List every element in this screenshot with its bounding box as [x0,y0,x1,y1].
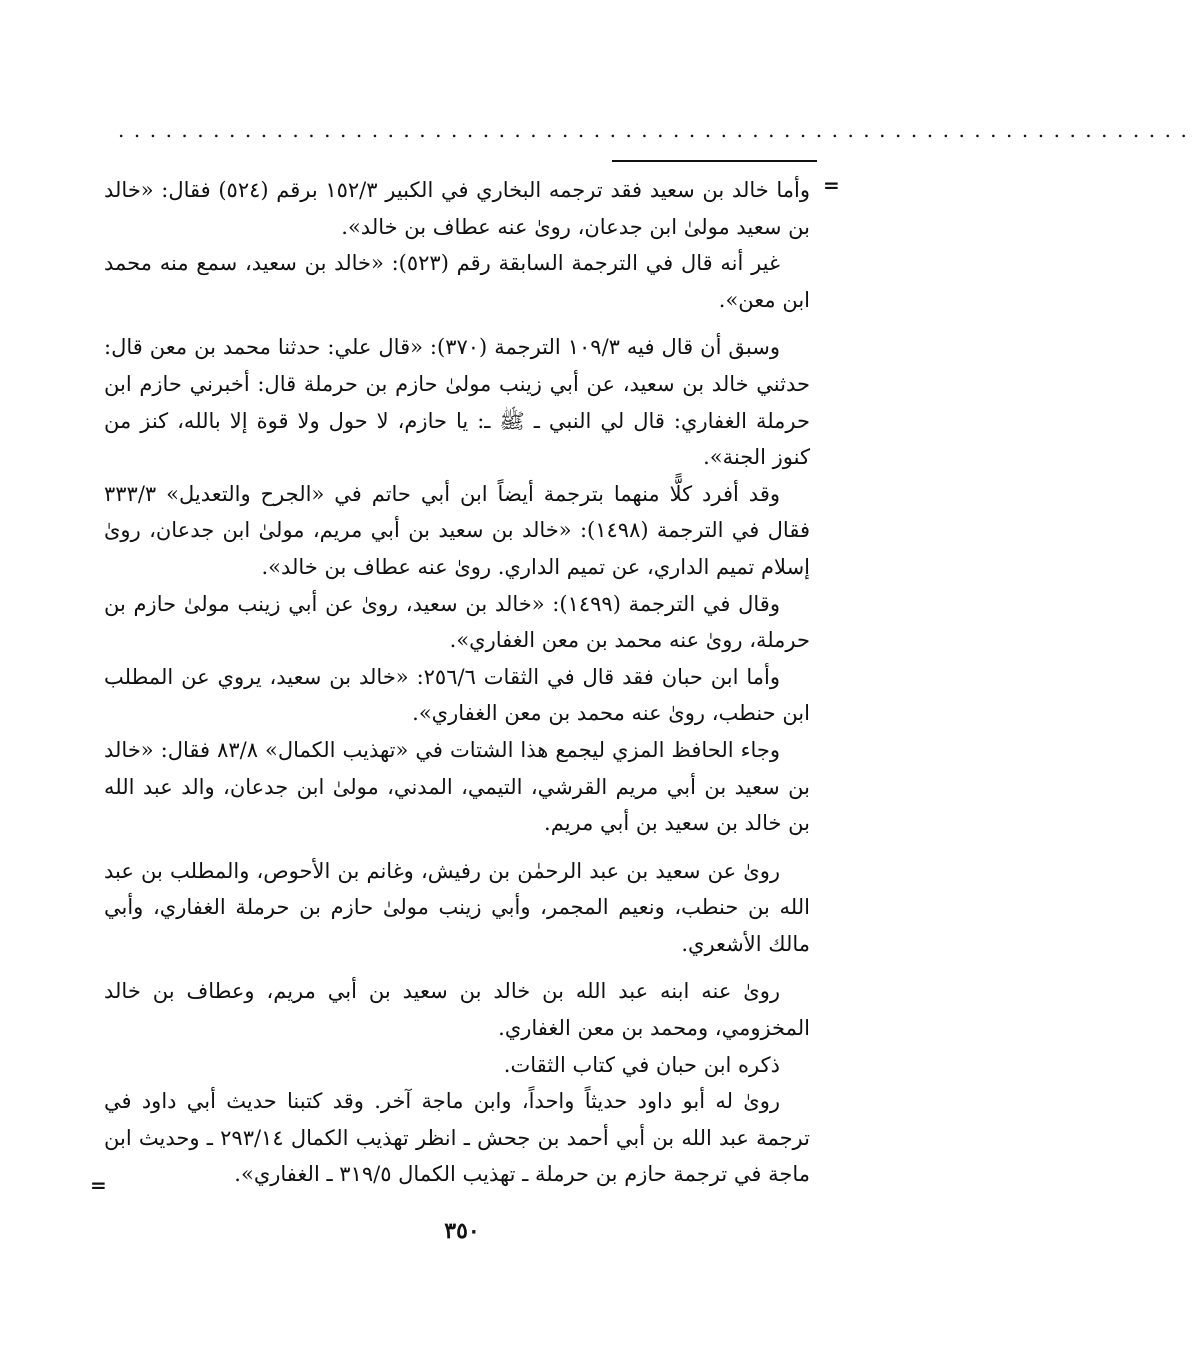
paragraph-9: روىٰ عنه ابنه عبد الله بن خالد بن سعيد بن أبي مريم، وعطاف بن خالد المخزومي، ومحمد بن معن الغفاري. [104,979,810,1041]
paragraph-1: وأما خالد بن سعيد فقد ترجمه البخاري في الكبير ١٥٢/٣ برقم (٥٢٤) فقال: «خالد بن سعيد مولىٰ ابن جدعان، روىٰ عنه عطاف بن خالد». [104,178,810,239]
continuation-mark-top: = [823,173,840,197]
paragraph-2: غير أنه قال في الترجمة السابقة رقم (٥٢٣): «خالد بن سعيد، سمع منه محمد ابن معن». [104,251,810,312]
paragraph-3: وسبق أن قال فيه ١٠٩/٣ الترجمة (٣٧٠): «قال علي: حدثنا محمد بن معن قال: حدثني خالد بن سعيد، عن أبي زينب مولىٰ حازم بن حرملة قال: أخبرني حازم ابن حرملة الغفاري: قال لي النبي ـ ﷺ ـ: يا حازم، لا حول ولا قوة إلا بالله، كنز من كنوز الجنة». [104,335,810,470]
page-number: ٣٥٠ [444,1218,480,1244]
footnote-rule [612,160,817,162]
paragraph-6: وأما ابن حبان فقد قال في الثقات ٢٥٦/٦: «خالد بن سعيد، يروي عن المطلب ابن حنطب، روىٰ عنه محمد بن معن الغفاري». [104,664,810,726]
paragraph-8: روىٰ عن سعيد بن عبد الرحمٰن بن رفيش، وغانم بن الأحوص، والمطلب بن عبد الله بن حنطب، ونعيم المجمر، وأبي زينب مولىٰ حازم بن حرملة الغفاري، وأبي مالك الأشعري. [104,858,810,956]
paragraph-5: وقال في الترجمة (١٤٩٩): «خالد بن سعيد، روىٰ عن أبي زينب مولىٰ حازم بن حرملة، روىٰ عنه محمد بن معن الغفاري». [104,591,810,653]
paragraph-11: روىٰ له أبو داود حديثاً واحداً، وابن ماجة آخر. وقد كتبنا حديث أبي داود في ترجمة عبد الله بن أبي أحمد بن جحش ـ انظر تهذيب الكمال ٢٩٣/١٤ ـ وحديث ابن ماجة في ترجمة حازم بن حرملة ـ تهذيب الكمال ٣١٩/٥ ـ الغفاري». [104,1089,810,1187]
paragraph-7: وجاء الحافظ المزي ليجمع هذا الشتات في «تهذيب الكمال» ٨٣/٨ فقال: «خالد بن سعيد بن أبي مريم القرشي، التيمي، المدني، مولىٰ ابن جدعان، والد عبد الله بن خالد بن سعيد بن أبي مريم. [104,737,810,836]
paragraph-4: وقد أفرد كلًّا منهما بترجمة أيضاً ابن أبي حاتم في «الجرح والتعديل» ٣٣٣/٣ فقال في الترجمة (١٤٩٨): «خالد بن سعيد بن أبي مريم، مولىٰ ابن جدعان، روىٰ إسلام تميم الداري، عن تميم الداري. روىٰ عنه عطاف بن خالد». [104,481,810,579]
separator-dots: .................................................................... [118,118,1196,142]
footnote-text [104,172,810,1193]
paragraph-10: ذكره ابن حبان في كتاب الثقات. [503,1052,780,1077]
continuation-mark-bottom: = [90,1173,107,1197]
